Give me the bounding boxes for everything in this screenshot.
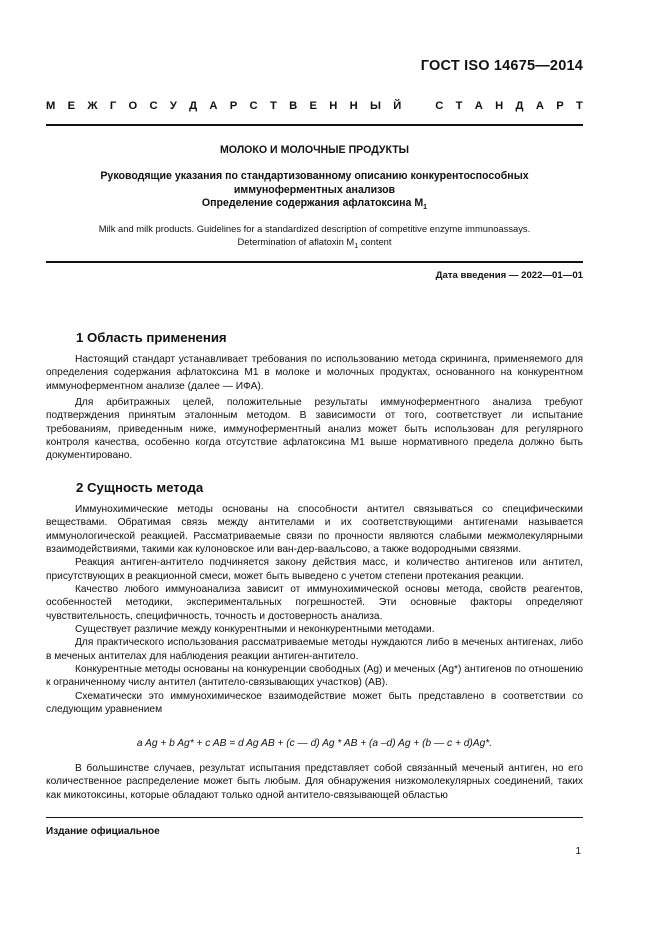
interstate-letter: Н [495,100,504,112]
english-line-1: Milk and milk products. Guidelines for a standardized description of competitive enzyme immunoassays. [98,223,531,234]
interstate-letter: Е [67,100,76,112]
english-line-2 [46,236,583,253]
header-rule [46,124,583,126]
interstate-letter: А [209,100,218,112]
section-2-paragraph: Качество любого иммуноанализа зависит от иммунохимической основы метода, свойств реагентов, особенностей методики, экспериментальных погрешностей. Эти основные факторы определяют чувствительность, специфичность, точность и достоверность анализа. [46,584,583,622]
english-title [46,223,583,253]
interstate-letter: У [169,100,177,112]
document-subtitle [46,170,583,215]
footer-rule [46,817,583,818]
section-2-paragraph: Конкурентные методы основаны на конкуренции свободных (Ag) и меченых (Ag*) антигенов по отношению к ограниченному числу антител (антитело-связывающих участков) (AB). [46,664,583,689]
interstate-letter: Д [515,100,524,112]
section-1-paragraph: Настоящий стандарт устанавливает требования по использованию метода скрининга, применяемого для определения содержания афлатоксина M1 в молоке и молочных продуктах, основанного на конкурентном иммуноферментном анализе (далее — ИФА). [46,354,583,392]
section-2-body [46,503,583,717]
interstate-letter: Е [309,100,317,112]
interstate-letter: Р [229,100,238,112]
section-2-paragraph: Для практического использования рассматриваемые методы нуждаются либо в меченых антигенах, либо в меченых антителах для наблюдения реакции антиген-антитело. [46,637,583,662]
interstate-letter: Н [329,100,338,112]
interstate-letter: Й [393,100,402,112]
subtitle-subscript: 1 [423,204,428,212]
title-rule [46,261,583,263]
subtitle-line-1: Руководящие указания по стандартизованному описанию конкурентоспособных [100,170,529,182]
section-2-paragraph: Существует различие между конкурентными и неконкурентными методами. [75,624,435,636]
document-title: МОЛОКО И МОЛОЧНЫЕ ПРОДУКТЫ [219,144,410,156]
section-1-heading: 1 Область применения [76,330,227,345]
section-2-paragraph: Схематически это иммунохимическое взаимодействие может быть представлено в соответствии со следующим уравнением [46,690,583,716]
interstate-letter: С [249,100,258,112]
interstate-letter: В [289,100,298,112]
interstate-letter: Т [455,100,463,112]
section-2-paragraph: В большинстве случаев, результат испытания представляет собой связанный меченый антиген, но его количественное распределение может быть любым. Для обнаружения низкомолекулярных соединений, таких как микотоксины, которые обладают только одной антитело-связывающей областью [46,763,583,801]
english-line-2-end: content [358,235,392,247]
interstate-letter: Ы [370,100,381,112]
english-line-2-text: Determination of aflatoxin M [237,235,355,247]
interstate-letter: Г [109,100,117,112]
subtitle-line-2: иммуноферментных анализов [233,183,396,196]
section-2-continuation [46,762,583,802]
interstate-letter: Н [349,100,358,112]
interstate-letter: Т [575,100,583,112]
section-2-heading: 2 Сущность метода [76,480,204,495]
interstate-letter: А [474,100,483,112]
interstate-letter: Д [189,100,198,112]
document-number: ГОСТ ISO 14675—2014 [420,58,583,74]
interstate-letter: Р [556,100,564,112]
interstate-letter: М [46,100,56,112]
interstate-letter: С [149,100,158,112]
section-2-paragraph: Реакция антиген-антитело подчиняется закону действия масс, и количество антигенов или антител, присутствующих в реакционной смеси, может быть выведено с учетом степени протекания реакции. [46,557,583,582]
interstate-letter: А [535,100,544,112]
interstate-letter: Т [269,100,277,112]
interstate-letter: С [435,100,444,112]
introduction-date: Дата введения — 2022—01—01 [435,270,583,281]
equation: a Ag + b Ag* + c AB = d Ag AB + (c — d) Ag * AB + (a –d) Ag + (b — c + d)Ag*. [136,738,493,749]
subtitle-line-3 [46,197,583,215]
section-1-paragraph: Для арбитражных целей, положительные результаты иммуноферментного анализа требуют подтверждения принятым эталонным методом. В зависимости от того, соответствует ли испытание требованиям, приведенным ниже, иммуноферментный анализ может быть использован для регулярного контроля качества, особенно когда отсутствие афлатоксина M1 выше нормативного предела должно быть документировано. [46,397,583,462]
section-1-body [46,353,583,463]
subtitle-line-3-text: Определение содержания афлатоксина M [201,197,424,209]
official-edition-label: Издание официальное [46,826,160,837]
page-number: 1 [575,846,581,857]
interstate-text [46,100,583,112]
interstate-letter [414,100,423,112]
interstate-letter: О [128,100,138,112]
interstate-standard-label [46,100,583,112]
english-subscript: 1 [354,242,359,250]
section-2-paragraph: Иммунохимические методы основаны на способности антител связываться со специфическими веществами. Обратимая связь между антителами и их соответствующими антигенами называется иммунологической реакцией. Рассматриваемые связи по прочности являются слабыми межмолекулярными взаимодействиями, такими как кулоновское или ван-дер-ваальсово, а также водородными связями. [46,504,583,556]
interstate-letter: Ж [87,100,98,112]
